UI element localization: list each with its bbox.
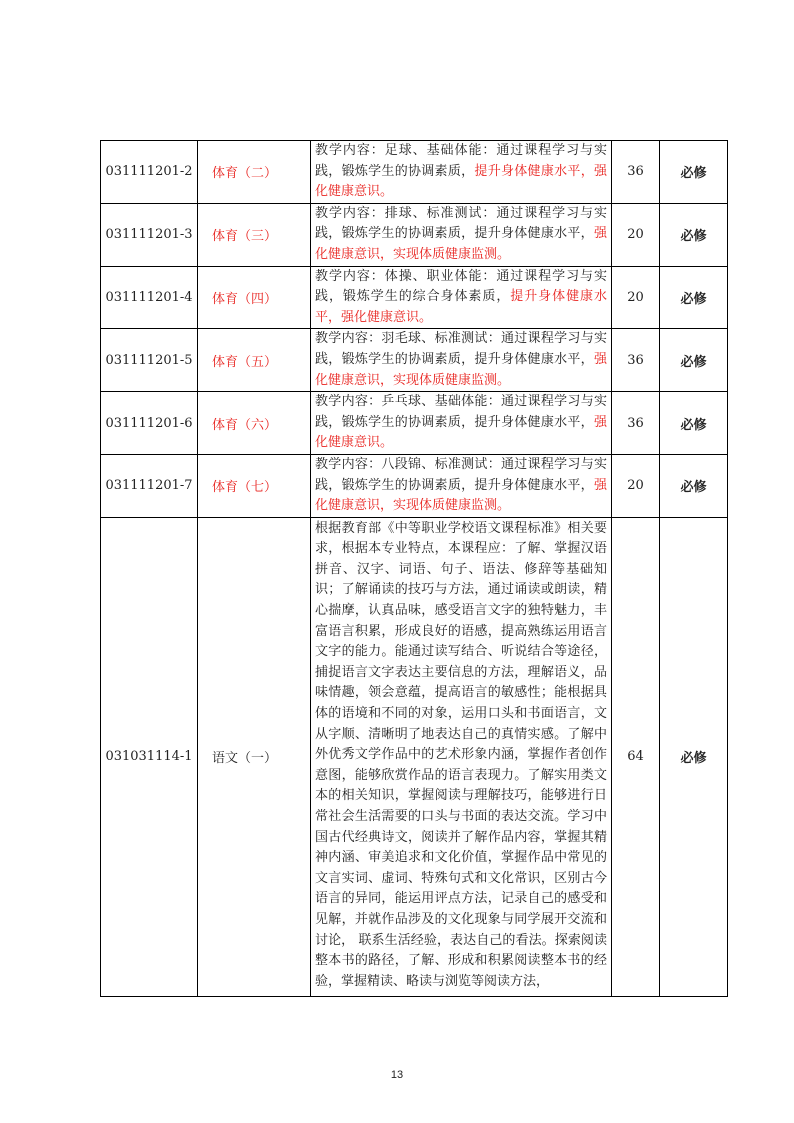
- course-type: 必修: [660, 517, 728, 996]
- description-text: 教学内容：体操、职业体能：通过课程学习与实践，锻炼学生的综合身体素质，: [315, 268, 607, 305]
- description-text: 教学内容：排球、标准测试：通过课程学习与实践，锻炼学生的协调素质，提升身体健康水平，: [315, 205, 607, 242]
- course-hours: 20: [612, 266, 660, 329]
- description-highlight: 提升身体健康水平，强化健康意识。: [315, 163, 607, 200]
- course-hours: 20: [612, 454, 660, 517]
- table-row: [101, 329, 728, 392]
- course-name: 体育（二）: [198, 141, 311, 204]
- course-description: [311, 266, 612, 329]
- course-name: 体育（四）: [198, 266, 311, 329]
- course-description: [311, 392, 612, 455]
- table-row: [101, 517, 728, 996]
- course-type: 必修: [660, 454, 728, 517]
- course-type: 必修: [660, 392, 728, 455]
- course-code: 031111201-6: [101, 392, 198, 455]
- course-name: 体育（六）: [198, 392, 311, 455]
- course-code: 031111201-7: [101, 454, 198, 517]
- course-code: 031111201-2: [101, 141, 198, 204]
- course-type: 必修: [660, 329, 728, 392]
- description-highlight: 强化健康意识，实现体质健康监测。: [315, 226, 607, 262]
- course-hours: 36: [612, 329, 660, 392]
- description-highlight: 强化健康意识，实现体质健康监测。: [315, 351, 607, 388]
- course-name: 语文（一）: [198, 517, 311, 996]
- course-description: [311, 203, 612, 266]
- page-number: 13: [390, 1069, 404, 1081]
- description-text: 教学内容：乒乓球、基础体能：通过课程学习与实践，锻炼学生的协调素质，提升身体健康水平，: [315, 394, 607, 430]
- course-hours: 36: [612, 392, 660, 455]
- course-type: 必修: [660, 141, 728, 204]
- course-name: 体育（三）: [198, 203, 311, 266]
- course-hours: 64: [612, 517, 660, 996]
- table-row: [101, 454, 728, 517]
- course-code: 031111201-3: [101, 203, 198, 266]
- course-name: 体育（五）: [198, 329, 311, 392]
- table-row: [101, 141, 728, 204]
- table-row: [101, 266, 728, 329]
- course-type: 必修: [660, 203, 728, 266]
- course-hours: 36: [612, 141, 660, 204]
- description-text: 教学内容：羽毛球、标准测试：通过课程学习与实践，锻炼学生的协调素质，提升身体健康水平，: [315, 331, 607, 367]
- course-hours: 20: [612, 203, 660, 266]
- course-table: [100, 140, 728, 997]
- description-highlight: 强化健康意识，实现体质健康监测。: [315, 477, 607, 514]
- course-code: 031111201-4: [101, 266, 198, 329]
- course-description: [311, 329, 612, 392]
- course-code: 031111201-5: [101, 329, 198, 392]
- course-description: 根据教育部《中等职业学校语文课程标准》相关要求，根据本专业特点，本课程应：了解、掌握汉语拼音、汉字、词语、句子、语法、修辞等基础知识；了解诵读的技巧与方法，通过诵读或朗读，精心揣摩，认真品味，感受语言文字的独特魅力，丰富语言积累，形成良好的语感，提高熟练运用语言文字的能力。能通过读写结合、听说结合等途径，捕捉语言文字表达主要信息的方法，理解语义，品味情趣，领会意蕴，提高语言的敏感性；能根据具体的语境和不同的对象，运用口头和书面语言，文从字顺、清晰明了地表达自己的真情实感。了解中外优秀文学作品中的艺术形象内涵，掌握作者创作意图，能够欣赏作品的语言表现力。了解实用类文本的相关知识，掌握阅读与理解技巧，能够进行日常社会生活需要的口头与书面的表达交流。学习中国古代经典诗文，阅读并了解作品内容，掌握其精神内涵、审美追求和文化价值，掌握作品中常见的文言实词、虚词、特殊句式和文化常识，区别古今语言的异同，能运用评点方法，记录自己的感受和见解，并就作品涉及的文化现象与同学展开交流和讨论， 联系生活经验，表达自己的看法。探索阅读整本书的路径，了解、形成和积累阅读整本书的经验，掌握精读、略读与浏览等阅读方法，: [311, 517, 612, 996]
- description-highlight: 提升身体健康水平，强化健康意识。: [315, 289, 607, 325]
- course-name: 体育（七）: [198, 454, 311, 517]
- description-text: 教学内容：八段锦、标准测试：通过课程学习与实践，锻炼学生的协调素质，提升身体健康水平，: [315, 456, 607, 493]
- course-code: 031031114-1: [101, 517, 198, 996]
- table-row: [101, 203, 728, 266]
- course-description: [311, 454, 612, 517]
- description-text: 教学内容：足球、基础体能：通过课程学习与实践，锻炼学生的协调素质，: [315, 143, 607, 179]
- course-type: 必修: [660, 266, 728, 329]
- course-description: [311, 141, 612, 204]
- description-highlight: 强化健康意识。: [315, 414, 607, 451]
- table-row: [101, 392, 728, 455]
